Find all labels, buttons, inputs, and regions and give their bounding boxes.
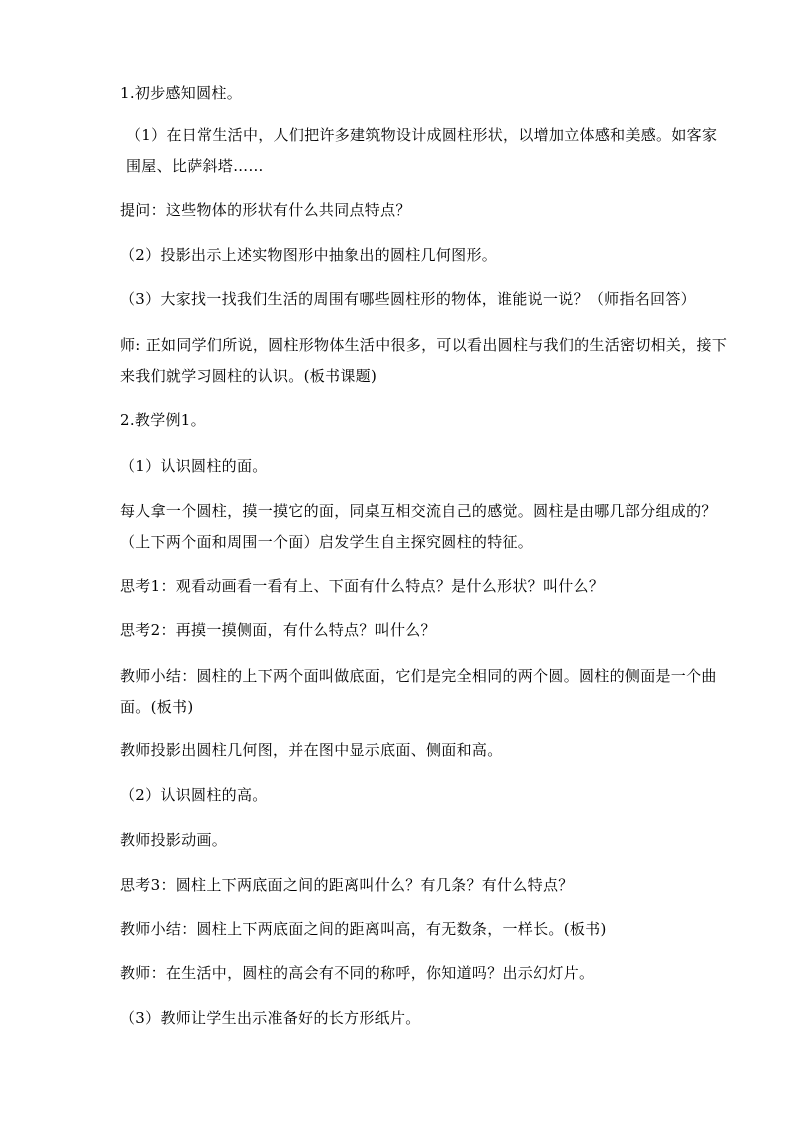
paragraph-6: 师: 正如同学们所说，圆柱形物体生活中很多，可以看出圆柱与我们的生活密切相关，接下来我们就学习圆柱的认识。(板书课题) [120, 336, 728, 385]
paragraph-19: （3）教师让学生出示准备好的长方形纸片。 [120, 1009, 421, 1027]
paragraph-16: 思考3：圆柱上下两底面之间的距离叫什么？有几条？有什么特点？ [120, 876, 574, 894]
paragraph-15: 教师投影动画。 [120, 831, 228, 849]
paragraph-9: 每人拿一个圆柱，摸一摸它的面，同桌互相交流自己的感觉。圆柱是由哪几部分组成的？（上下两个面和周围一个面）启发学生自主探究圆柱的特征。 [120, 502, 717, 551]
paragraph-4: （2）投影出示上述实物图形中抽象出的圆柱几何图形。 [120, 246, 498, 264]
paragraph-17: 教师小结：圆柱上下两底面之间的距离叫高，有无数条，一样长。(板书) [120, 920, 607, 938]
paragraph-11: 思考2：再摸一摸侧面，有什么特点？叫什么？ [120, 621, 436, 639]
paragraph-8: （1）认识圆柱的面。 [120, 457, 268, 475]
paragraph-12: 教师小结：圆柱的上下两个面叫做底面，它们是完全相同的两个圆。圆柱的侧面是一个曲面。(板书) [120, 667, 717, 716]
paragraph-13: 教师投影出圆柱几何图，并在图中显示底面、侧面和高。 [120, 741, 503, 759]
paragraph-18: 教师：在生活中，圆柱的高会有不同的称呼，你知道吗？出示幻灯片。 [120, 964, 595, 982]
paragraph-3: 提问：这些物体的形状有什么共同点特点？ [120, 201, 411, 219]
paragraph-7: 2.教学例1。 [120, 411, 206, 429]
paragraph-14: （2）认识圆柱的高。 [120, 786, 268, 804]
paragraph-1: 1.初步感知圆柱。 [120, 84, 243, 102]
paragraph-10: 思考1：观看动画看一看有上、下面有什么特点？是什么形状？叫什么？ [120, 577, 605, 595]
paragraph-5: （3）大家找一找我们生活的周围有哪些圆柱形的物体，谁能说一说？（师指名回答） [120, 290, 696, 308]
paragraph-2: （1）在日常生活中，人们把许多建筑物设计成圆柱形状，以增加立体感和美感。如客家围屋、比萨斜塔…… [126, 126, 718, 175]
